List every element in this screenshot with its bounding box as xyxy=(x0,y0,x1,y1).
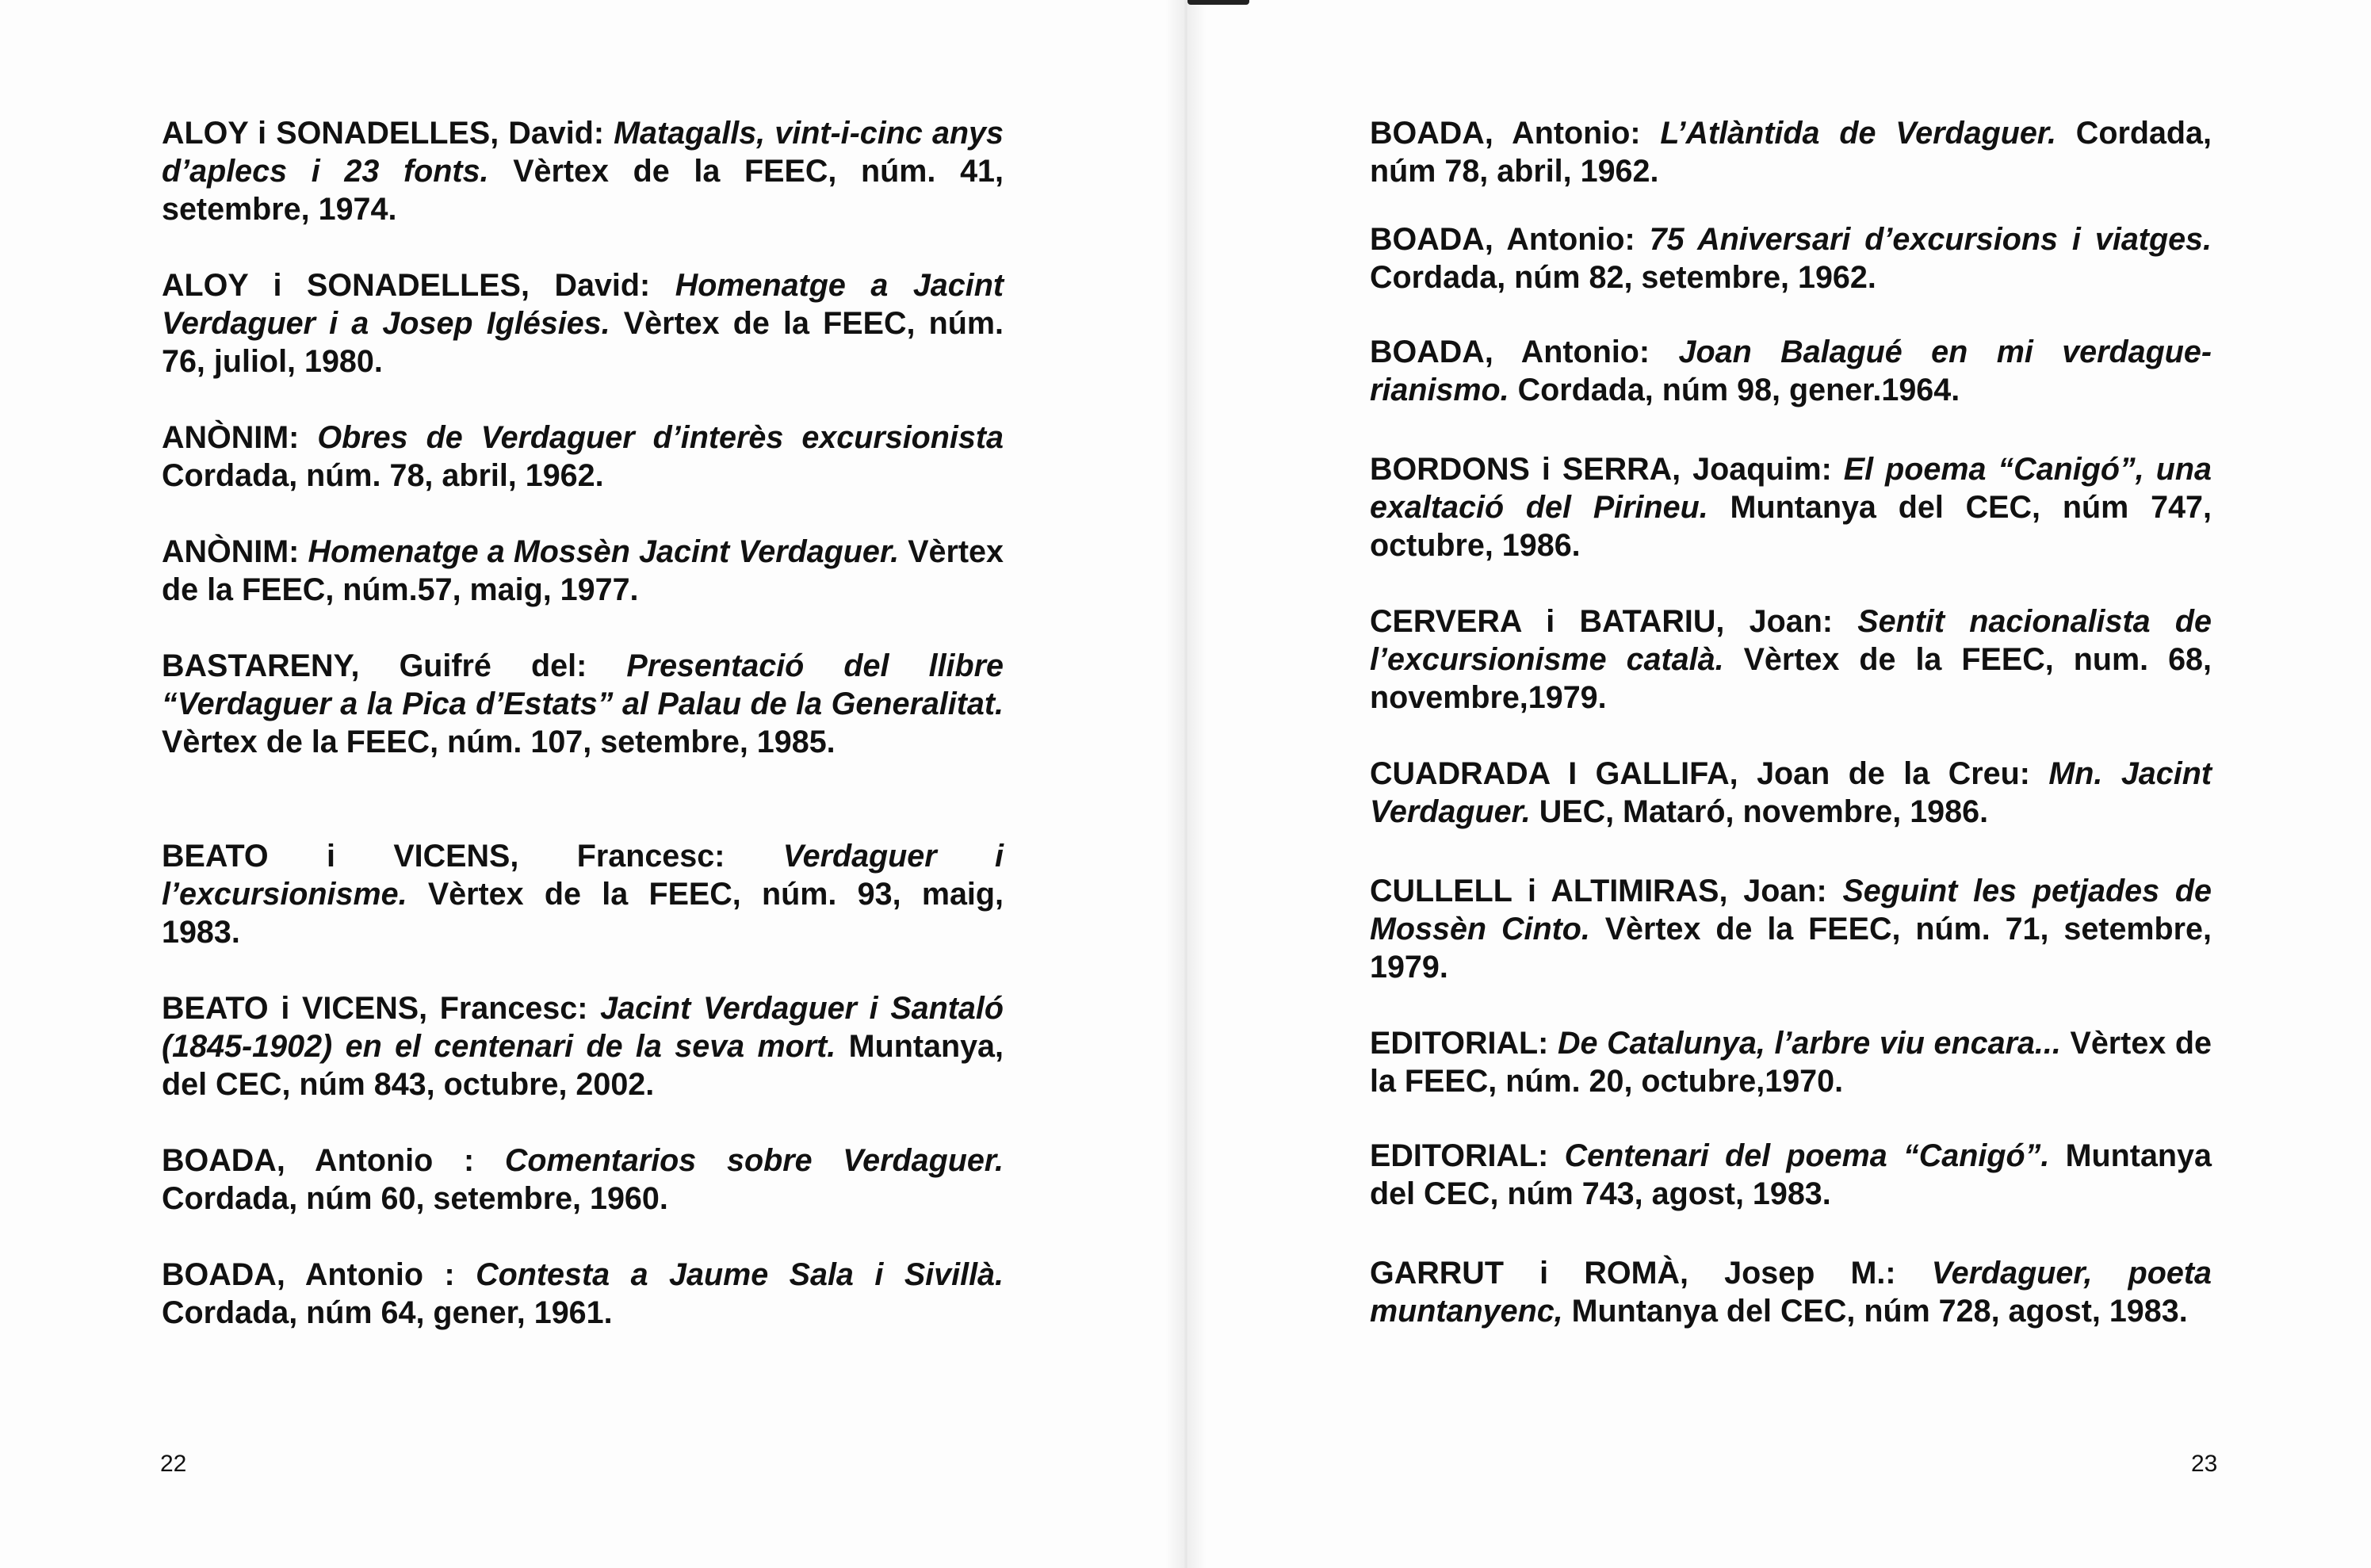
entry-title: El poema “Canigó”, una exaltació del Pirineu. xyxy=(1370,452,2212,525)
entry-source: UEC, Mataró, novembre, 1986. xyxy=(1530,794,1989,829)
entry-source: Vèrtex de la FEEC, núm. 71, setembre, 1979. xyxy=(1370,912,2212,985)
spine-mark xyxy=(1187,0,1249,5)
entry-source: Muntanya, del CEC, núm 843, octubre, 2002. xyxy=(162,1029,1004,1102)
entry-source: Vèrtex de la FEEC, núm. 93, maig, 1983. xyxy=(162,877,1004,950)
bib-entry xyxy=(1370,114,2212,190)
entry-title: Presentació del llibre “Verdaguer a la Pica d’Estats” al Palau de la Generalitat. xyxy=(162,648,1004,721)
entry-author: BOADA, Antonio : xyxy=(162,1257,476,1292)
entry-title: Matagalls, vint-i-cinc anys d’aplecs i 23 fonts. xyxy=(162,116,1004,189)
bib-entry xyxy=(1370,602,2212,717)
bib-entry xyxy=(162,114,1004,228)
book-gutter xyxy=(1165,0,1207,1568)
entry-title: Sentit nacionalista de l’excursionisme català. xyxy=(1370,604,2212,677)
entry-author: GARRUT i ROMÀ, Josep M.: xyxy=(1370,1256,1932,1291)
bib-entry xyxy=(1370,1024,2212,1100)
entry-title: Jacint Verdaguer i Santaló (1845-1902) en el centenari de la seva mort. xyxy=(162,991,1004,1064)
entry-source: Muntanya del CEC, núm 728, agost, 1983. xyxy=(1562,1294,2188,1329)
entry-title: De Catalunya, l’arbre viu encara... xyxy=(1557,1026,2061,1061)
entry-title: Comentarios sobre Verdaguer. xyxy=(504,1143,1004,1178)
entry-author: BASTARENY, Guifré del: xyxy=(162,648,627,683)
entry-title: Seguint les petjades de Mossèn Cinto. xyxy=(1370,874,2212,947)
bib-entry xyxy=(1370,872,2212,986)
entry-source: Muntanya del CEC, núm 743, agost, 1983. xyxy=(1370,1138,2212,1211)
entry-source: Muntanya del CEC, núm 747, octubre, 1986. xyxy=(1370,490,2212,563)
page-number: 23 xyxy=(2191,1451,2218,1477)
entry-source: Vèrtex de la FEEC, núm. 76, juliol, 1980. xyxy=(162,306,1004,379)
entry-title: Obres de Verdaguer d’interès excursionista xyxy=(317,420,1004,455)
bib-entry xyxy=(1370,755,2212,831)
page-number: 22 xyxy=(160,1451,187,1477)
entry-author: CUADRADA I GALLIFA, Joan de la Creu: xyxy=(1370,756,2049,791)
bib-entry xyxy=(1370,1254,2212,1330)
entry-author: EDITORIAL: xyxy=(1370,1138,1565,1173)
entry-title: Verdaguer i l’excursionisme. xyxy=(162,839,1004,912)
entry-source: Vèrtex de la FEEC, núm. 20, octubre,1970. xyxy=(1370,1026,2212,1099)
entry-source: Cordada, núm 60, setembre, 1960. xyxy=(162,1181,668,1216)
bib-entry xyxy=(1370,1137,2212,1213)
entry-author: BOADA, Antonio: xyxy=(1370,335,1679,369)
entry-source: Vèrtex de la FEEC, num. 68, novembre,1979. xyxy=(1370,642,2212,715)
entry-title: 75 Aniversari d’excursions i viatges. xyxy=(1649,222,2212,257)
bib-entry xyxy=(162,647,1004,761)
bib-entry xyxy=(162,837,1004,951)
entry-source: Vèrtex de la FEEC, núm.57, maig, 1977. xyxy=(162,534,1004,607)
bib-entry xyxy=(162,533,1004,609)
entry-source: Cordada, núm 98, gener.1964. xyxy=(1509,373,1960,407)
entry-author: BORDONS i SERRA, Joaquim: xyxy=(1370,452,1844,487)
entry-source: Vèrtex de la FEEC, núm. 41, setembre, 1974. xyxy=(162,154,1004,227)
entry-author: CERVERA i BATARIU, Joan: xyxy=(1370,604,1858,639)
entry-author: BOADA, Antonio: xyxy=(1370,116,1661,151)
entry-author: ALOY i SONADELLES, David: xyxy=(162,116,614,151)
entry-title: Mn. Jacint Verdaguer. xyxy=(1370,756,2212,829)
bib-entry xyxy=(162,1142,1004,1218)
entry-title: Centenari del poema “Canigó”. xyxy=(1564,1138,2050,1173)
bib-entry xyxy=(162,989,1004,1103)
bib-entry xyxy=(162,1256,1004,1332)
entry-title: Homenatge a Mossèn Jacint Verdaguer. xyxy=(308,534,900,569)
entry-author: ANÒNIM: xyxy=(162,534,308,569)
entry-title: Contesta a Jaume Sala i Sivillà. xyxy=(476,1257,1004,1292)
entry-author: BOADA, Antonio: xyxy=(1370,222,1650,257)
left-page xyxy=(0,0,1185,1568)
entry-source: Cordada, núm 78, abril, 1962. xyxy=(1370,116,2212,189)
entry-author: BEATO i VICENS, Francesc: xyxy=(162,839,783,874)
entry-source: Cordada, núm 82, setembre, 1962. xyxy=(1370,260,1876,295)
bib-entry xyxy=(1370,333,2212,409)
right-page xyxy=(1186,0,2371,1568)
entry-source: Vèrtex de la FEEC, núm. 107, setembre, 1985. xyxy=(162,725,836,759)
entry-title: Verdaguer, poeta muntanyenc, xyxy=(1370,1256,2212,1329)
bib-entry xyxy=(1370,450,2212,564)
entry-source: Cordada, núm 64, gener, 1961. xyxy=(162,1295,613,1330)
bib-entry xyxy=(162,419,1004,495)
entry-title: L’Atlàntida de Verdaguer. xyxy=(1660,116,2056,151)
entry-title: Homenatge a Jacint Verdaguer i a Josep Iglésies. xyxy=(162,268,1004,341)
entry-title: Joan Balagué en mi verdague-rianismo. xyxy=(1370,335,2212,407)
entry-author: CULLELL i ALTIMIRAS, Joan: xyxy=(1370,874,1843,908)
entry-author: BOADA, Antonio : xyxy=(162,1143,505,1178)
entry-author: BEATO i VICENS, Francesc: xyxy=(162,991,601,1026)
entry-source: Cordada, núm. 78, abril, 1962. xyxy=(162,458,604,493)
bib-entry xyxy=(1370,220,2212,296)
entry-author: ALOY i SONADELLES, David: xyxy=(162,268,675,303)
entry-author: EDITORIAL: xyxy=(1370,1026,1558,1061)
bib-entry xyxy=(162,266,1004,381)
entry-author: ANÒNIM: xyxy=(162,420,318,455)
